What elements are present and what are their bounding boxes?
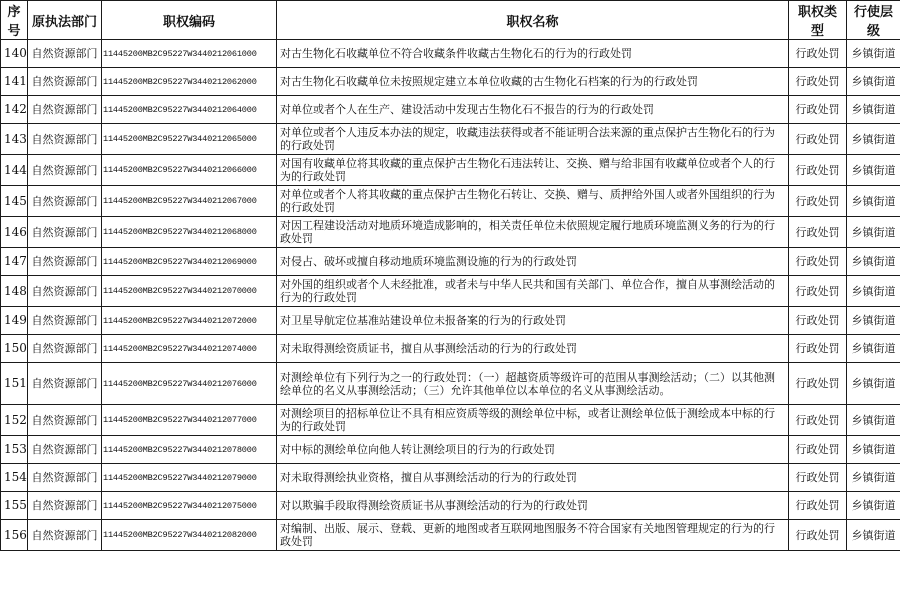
table-row: [1, 436, 900, 464]
cell-type: 行政处罚: [789, 436, 847, 464]
table-header-row: [1, 1, 900, 40]
cell-type: 行政处罚: [789, 155, 847, 186]
header-name: 职权名称: [277, 1, 789, 40]
table-row: [1, 155, 900, 186]
table-row: [1, 248, 900, 276]
cell-name: 对古生物化石收藏单位未按照规定建立本单位收藏的古生物化石档案的行为的行政处罚: [277, 68, 789, 96]
table-row: [1, 464, 900, 492]
cell-code: 11445200MB2C95227W3440212066000: [102, 155, 277, 186]
cell-level: 乡镇街道: [847, 124, 900, 155]
cell-type: 行政处罚: [789, 307, 847, 335]
cell-type: 行政处罚: [789, 248, 847, 276]
cell-dept: 自然资源部门: [28, 96, 102, 124]
table-row: [1, 276, 900, 307]
header-type: 职权类型: [789, 1, 847, 40]
cell-name: 对以欺骗手段取得测绘资质证书从事测绘活动的行为的行政处罚: [277, 492, 789, 520]
cell-dept: 自然资源部门: [28, 335, 102, 363]
cell-code: 11445200MB2C95227W3440212067000: [102, 186, 277, 217]
cell-dept: 自然资源部门: [28, 464, 102, 492]
cell-type: 行政处罚: [789, 124, 847, 155]
cell-level: 乡镇街道: [847, 186, 900, 217]
cell-name: 对单位或者个人将其收藏的重点保护古生物化石转让、交换、赠与、质押给外国人或者外国组织的行为的行政处罚: [277, 186, 789, 217]
cell-level: 乡镇街道: [847, 436, 900, 464]
header-level: 行使层级: [847, 1, 900, 40]
table-row: [1, 307, 900, 335]
cell-name: 对未取得测绘资质证书，擅自从事测绘活动的行为的行政处罚: [277, 335, 789, 363]
cell-level: 乡镇街道: [847, 520, 900, 551]
cell-dept: 自然资源部门: [28, 124, 102, 155]
cell-level: 乡镇街道: [847, 40, 900, 68]
header-dept: 原执法部门: [28, 1, 102, 40]
cell-dept: 自然资源部门: [28, 520, 102, 551]
cell-code: 11445200MB2C95227W3440212074000: [102, 335, 277, 363]
cell-level: 乡镇街道: [847, 335, 900, 363]
cell-type: 行政处罚: [789, 335, 847, 363]
cell-code: 11445200MB2C95227W3440212077000: [102, 405, 277, 436]
cell-dept: 自然资源部门: [28, 186, 102, 217]
cell-code: 11445200MB2C95227W3440212078000: [102, 436, 277, 464]
table-row: [1, 363, 900, 405]
cell-name: 对中标的测绘单位向他人转让测绘项目的行为的行政处罚: [277, 436, 789, 464]
cell-level: 乡镇街道: [847, 276, 900, 307]
cell-type: 行政处罚: [789, 217, 847, 248]
cell-level: 乡镇街道: [847, 307, 900, 335]
cell-type: 行政处罚: [789, 464, 847, 492]
cell-level: 乡镇街道: [847, 405, 900, 436]
cell-dept: 自然资源部门: [28, 68, 102, 96]
header-code: 职权编码: [102, 1, 277, 40]
cell-dept: 自然资源部门: [28, 307, 102, 335]
cell-code: 11445200MB2C95227W3440212069000: [102, 248, 277, 276]
table-body: [1, 40, 900, 551]
cell-seq: 155: [1, 492, 28, 520]
table-row: [1, 68, 900, 96]
cell-code: 11445200MB2C95227W3440212070000: [102, 276, 277, 307]
cell-seq: 154: [1, 464, 28, 492]
cell-name: 对单位或者个人违反本办法的规定，收藏违法获得或者不能证明合法来源的重点保护古生物化石的行为的行政处罚: [277, 124, 789, 155]
cell-dept: 自然资源部门: [28, 363, 102, 405]
cell-seq: 142: [1, 96, 28, 124]
cell-name: 对单位或者个人在生产、建设活动中发现古生物化石不报告的行为的行政处罚: [277, 96, 789, 124]
cell-seq: 147: [1, 248, 28, 276]
cell-dept: 自然资源部门: [28, 436, 102, 464]
cell-type: 行政处罚: [789, 363, 847, 405]
cell-seq: 152: [1, 405, 28, 436]
cell-dept: 自然资源部门: [28, 492, 102, 520]
cell-seq: 150: [1, 335, 28, 363]
cell-name: 对外国的组织或者个人未经批准，或者未与中华人民共和国有关部门、单位合作，擅自从事测绘活动的行为的行政处罚: [277, 276, 789, 307]
cell-level: 乡镇街道: [847, 155, 900, 186]
table-row: [1, 186, 900, 217]
table-row: [1, 96, 900, 124]
cell-dept: 自然资源部门: [28, 405, 102, 436]
cell-level: 乡镇街道: [847, 363, 900, 405]
cell-seq: 144: [1, 155, 28, 186]
cell-code: 11445200MB2C95227W3440212062000: [102, 68, 277, 96]
cell-type: 行政处罚: [789, 96, 847, 124]
cell-level: 乡镇街道: [847, 492, 900, 520]
cell-name: 对国有收藏单位将其收藏的重点保护古生物化石违法转让、交换、赠与给非国有收藏单位或者个人的行为的行政处罚: [277, 155, 789, 186]
cell-dept: 自然资源部门: [28, 40, 102, 68]
table-row: [1, 40, 900, 68]
cell-name: 对侵占、破坏或擅自移动地质环境监测设施的行为的行政处罚: [277, 248, 789, 276]
cell-name: 对测绘单位有下列行为之一的行政处罚：（一）超越资质等级许可的范围从事测绘活动；（二）以其他测绘单位的名义从事测绘活动；（三）允许其他单位以本单位的名义从事测绘活动。: [277, 363, 789, 405]
cell-level: 乡镇街道: [847, 217, 900, 248]
cell-seq: 143: [1, 124, 28, 155]
cell-name: 对古生物化石收藏单位不符合收藏条件收藏古生物化石的行为的行政处罚: [277, 40, 789, 68]
cell-level: 乡镇街道: [847, 464, 900, 492]
cell-code: 11445200MB2C95227W3440212064000: [102, 96, 277, 124]
cell-name: 对测绘项目的招标单位让不具有相应资质等级的测绘单位中标，或者让测绘单位低于测绘成本中标的行为的行政处罚: [277, 405, 789, 436]
table-row: [1, 520, 900, 551]
cell-name: 对编制、出版、展示、登载、更新的地图或者互联网地图服务不符合国家有关地图管理规定的行为的行政处罚: [277, 520, 789, 551]
cell-dept: 自然资源部门: [28, 155, 102, 186]
cell-type: 行政处罚: [789, 492, 847, 520]
cell-dept: 自然资源部门: [28, 276, 102, 307]
cell-name: 对卫星导航定位基准站建设单位未报备案的行为的行政处罚: [277, 307, 789, 335]
table-row: [1, 124, 900, 155]
cell-name: 对未取得测绘执业资格，擅自从事测绘活动的行为的行政处罚: [277, 464, 789, 492]
cell-seq: 153: [1, 436, 28, 464]
cell-type: 行政处罚: [789, 520, 847, 551]
cell-code: 11445200MB2C95227W3440212072000: [102, 307, 277, 335]
cell-code: 11445200MB2C95227W3440212061000: [102, 40, 277, 68]
cell-dept: 自然资源部门: [28, 217, 102, 248]
cell-type: 行政处罚: [789, 40, 847, 68]
cell-type: 行政处罚: [789, 405, 847, 436]
cell-seq: 156: [1, 520, 28, 551]
cell-code: 11445200MB2C95227W3440212068000: [102, 217, 277, 248]
cell-seq: 141: [1, 68, 28, 96]
cell-code: 11445200MB2C95227W3440212082000: [102, 520, 277, 551]
header-seq: 序号: [1, 1, 28, 40]
table-row: [1, 405, 900, 436]
table-row: [1, 217, 900, 248]
cell-level: 乡镇街道: [847, 248, 900, 276]
table-row: [1, 335, 900, 363]
cell-type: 行政处罚: [789, 186, 847, 217]
cell-code: 11445200MB2C95227W3440212065000: [102, 124, 277, 155]
cell-name: 对因工程建设活动对地质环境造成影响的，相关责任单位未依照规定履行地质环境监测义务的行为的行政处罚: [277, 217, 789, 248]
cell-seq: 145: [1, 186, 28, 217]
cell-seq: 148: [1, 276, 28, 307]
cell-code: 11445200MB2C95227W3440212076000: [102, 363, 277, 405]
cell-code: 11445200MB2C95227W3440212075000: [102, 492, 277, 520]
cell-dept: 自然资源部门: [28, 248, 102, 276]
cell-seq: 140: [1, 40, 28, 68]
table-row: [1, 492, 900, 520]
cell-type: 行政处罚: [789, 276, 847, 307]
cell-level: 乡镇街道: [847, 96, 900, 124]
cell-seq: 151: [1, 363, 28, 405]
cell-type: 行政处罚: [789, 68, 847, 96]
cell-code: 11445200MB2C95227W3440212079000: [102, 464, 277, 492]
cell-seq: 149: [1, 307, 28, 335]
cell-level: 乡镇街道: [847, 68, 900, 96]
cell-seq: 146: [1, 217, 28, 248]
